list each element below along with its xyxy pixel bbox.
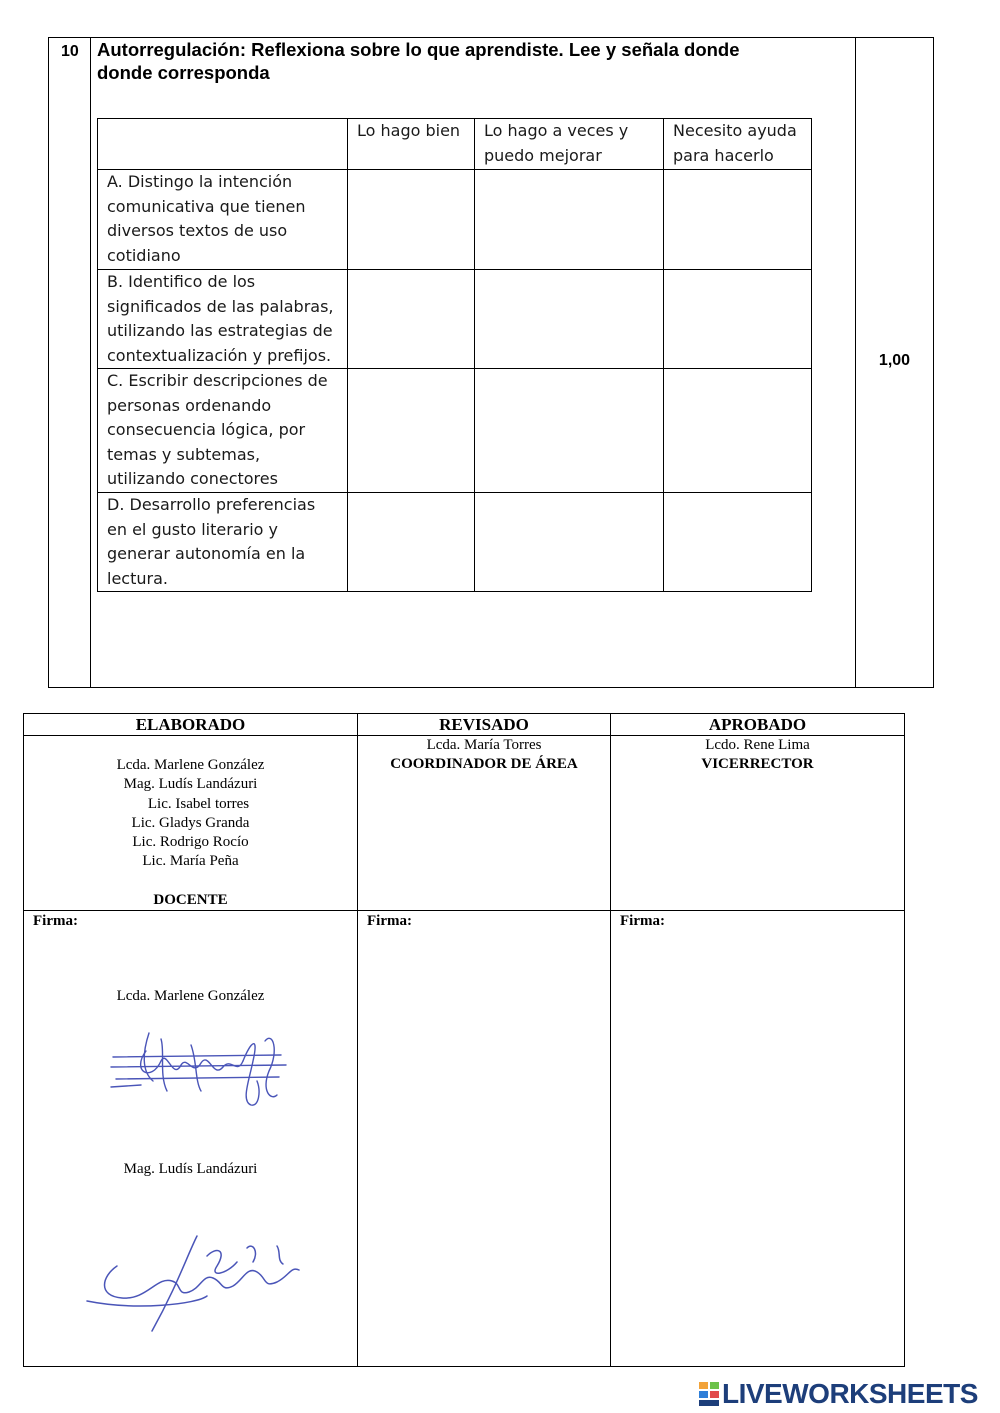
table-row — [98, 270, 812, 369]
criterion-line: en el gusto literario y — [107, 519, 278, 539]
reviewer-role: COORDINADOR DE ÁREA — [390, 756, 578, 773]
signer-name: Mag. Ludís Landázuri — [123, 1161, 258, 1178]
reviewer-name: Lcda. María Torres — [426, 737, 542, 753]
criterion-line: diversos textos de uso — [107, 221, 288, 240]
signer-name: Lcda. Marlene González — [116, 988, 265, 1005]
approver-name: Lcdo. Rene Lima — [705, 737, 810, 753]
header-need-help: Necesito ayuda para hacerlo — [664, 119, 812, 170]
answer-cell-c-sometimes[interactable] — [475, 369, 664, 493]
firma-revisado[interactable] — [358, 911, 611, 1367]
header-do-well: Lo hago bien — [348, 119, 475, 170]
header-elaborado: ELABORADO — [24, 714, 358, 736]
answer-cell-b-do-well[interactable] — [348, 270, 475, 369]
question-title — [97, 38, 817, 84]
question-score: 1,00 — [878, 352, 911, 369]
signature-names-row — [24, 736, 905, 911]
table-row — [98, 369, 812, 493]
firma-label: Firma: — [620, 913, 665, 930]
firma-aprobado[interactable] — [611, 911, 905, 1367]
author-name: Lic. Rodrigo Rocío — [132, 834, 249, 851]
answer-cell-a-need-help[interactable] — [664, 170, 812, 270]
header-sometimes: Lo hago a veces y puedo mejorar — [475, 119, 664, 170]
signature-strokes — [111, 1033, 286, 1105]
question-title-line-1: Autorregulación: Reflexiona sobre lo que aprendiste. Lee y señala donde — [97, 39, 740, 60]
criterion-line: utilizando las estrategias de — [107, 321, 333, 340]
question-number: 10 — [61, 43, 79, 60]
liveworksheets-watermark[interactable] — [698, 1378, 978, 1410]
criterion-line: D. Desarrollo preferencias — [107, 495, 316, 514]
criterion-a — [98, 170, 348, 270]
score-column — [855, 38, 933, 687]
firma-label: Firma: — [33, 913, 78, 930]
criterion-line: A. Distingo la intención — [107, 172, 293, 191]
aprobado-names — [611, 736, 905, 911]
approver-role: VICERRECTOR — [701, 756, 814, 773]
firma-label: Firma: — [367, 913, 412, 930]
criterion-line: personas ordenando — [107, 395, 272, 415]
author-name: Lic. Isabel torres — [147, 795, 250, 812]
signature-firma-row — [24, 911, 905, 1367]
author-name: Mag. Ludís Landázuri — [123, 776, 258, 793]
header-revisado: REVISADO — [358, 714, 611, 736]
table-row — [98, 170, 812, 270]
answer-cell-b-need-help[interactable] — [664, 270, 812, 369]
answer-cell-c-do-well[interactable] — [348, 369, 475, 493]
criterion-line: temas y subtemas, — [107, 444, 261, 464]
liveworksheets-logo-icon — [698, 1381, 720, 1407]
table-header-row — [98, 119, 812, 170]
author-role: DOCENTE — [153, 891, 228, 908]
firma-elaborado[interactable] — [24, 911, 358, 1367]
criterion-line: utilizando conectores — [107, 469, 278, 488]
answer-cell-d-do-well[interactable] — [348, 493, 475, 592]
author-name: Lcda. Marlene González — [116, 757, 265, 773]
criterion-b — [98, 270, 348, 369]
answer-cell-a-sometimes[interactable] — [475, 170, 664, 270]
header-cell-empty — [98, 119, 348, 170]
signature-marlene-image — [101, 1021, 301, 1121]
signature-header-row — [24, 714, 905, 736]
signature-strokes — [87, 1236, 299, 1331]
criterion-line: significados de las palabras, — [107, 296, 334, 316]
criterion-line: lectura. — [107, 568, 168, 588]
answer-cell-a-do-well[interactable] — [348, 170, 475, 270]
criterion-d — [98, 493, 348, 592]
answer-cell-d-sometimes[interactable] — [475, 493, 664, 592]
elaborado-names — [24, 736, 358, 911]
criterion-line: generar autonomía en la — [107, 544, 306, 563]
author-name: Lic. Gladys Granda — [131, 814, 250, 831]
self-assessment-table — [97, 118, 812, 592]
signature-ludis-image — [77, 1226, 317, 1336]
question-title-line-2: donde corresponda — [97, 62, 270, 83]
answer-cell-c-need-help[interactable] — [664, 369, 812, 493]
author-name: Lic. María Peña — [142, 853, 239, 870]
criterion-line: consecuencia lógica, por — [107, 420, 306, 439]
revisado-names — [358, 736, 611, 911]
criterion-line: cotidiano — [107, 245, 181, 265]
criterion-line: B. Identifico de los — [107, 272, 256, 291]
answer-cell-d-need-help[interactable] — [664, 493, 812, 592]
question-box — [48, 37, 934, 688]
criterion-line: C. Escribir descripciones de — [107, 371, 328, 390]
criterion-line: comunicativa que tienen — [107, 196, 306, 216]
criterion-c — [98, 369, 348, 493]
answer-cell-b-sometimes[interactable] — [475, 270, 664, 369]
table-row — [98, 493, 812, 592]
liveworksheets-text: LIVEWORKSHEETS — [722, 1378, 978, 1409]
header-aprobado: APROBADO — [611, 714, 905, 736]
question-number-column — [49, 38, 91, 687]
criterion-line: contextualización y prefijos. — [107, 345, 332, 365]
signature-table — [23, 713, 905, 1367]
